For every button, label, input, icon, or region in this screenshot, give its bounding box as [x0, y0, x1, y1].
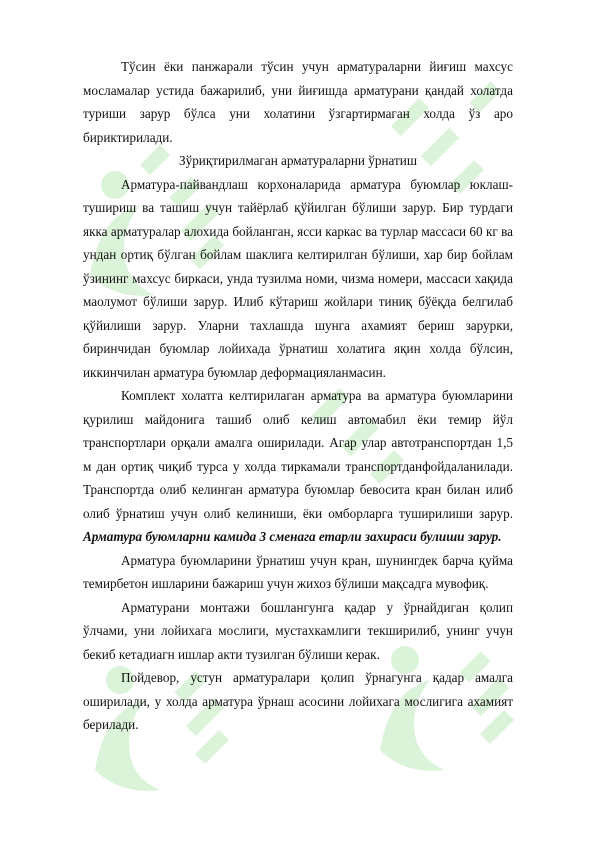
paragraph-delivery-text: Комплект холатга келтирилаган арматура ва арматура буюмларини қурилиш майдонига ташиб олиб келиш автомабил ёки темир йўл транспортлари орқали амалга оширилади. Агар улар автотранспортдан 1,5 м дан ортиқ чиқиб турса у холда тиркамали транспортданфойдаланилади. Транспортда олиб келинган арматура буюмлар бевосита кран билан илиб олиб ўрнатиш учун олиб келиниши, ёки омборларга туширилиши зарур. — [83, 388, 513, 521]
paragraph-delivery-emphasis: Арматура буюмларни камида 3 сменага етарли захираси булиши зарур. — [83, 529, 502, 544]
paragraph-foundation: Пойдевор, устун арматуралари қолип ўрнагунга қадар амалга оширилади, у холда арматура ўрнаш асосини лойихага мослигига ахамият берилади. — [83, 670, 513, 732]
paragraph-delivery — [83, 384, 513, 549]
document-body — [83, 55, 513, 737]
paragraph-transport-prep: Арматура-пайвандлаш корхоналарида арматура буюмлар юклаш-тушириш ва ташиш учун тайёрлаб қўйилган бўлиши зарур. Бир турдаги якка арматуралар алохида бойланган, ясси каркас ва турлар массаси 60 кг ва ундан ортиқ бўлган бойлам шаклига келтирилган бўлиши, хар бир бойлам ўзининг махсус биркаси, унда тузилма номи, чизма номери, массаси хақида маолумот бўлиши зарур. Илиб кўтариш жойлари тиниқ бўёқда белгилаб қўйилиши зарур. Уларни тахлашда шунга ахамият бериш зарурки, биринчидан буюмлар лойихада ўрнатиш холатига яқин холда бўлсин, иккинчилан арматура буюмлар деформацияланмасин. — [83, 176, 513, 380]
section-heading: Зўриқтирилмаган арматураларни ўрнатиш — [179, 153, 417, 168]
paragraph-intro: Тўсин ёки панжарали тўсин учун арматураларни йиғиш махсус мосламалар устида бажарилиб, уни йиғишда арматурани қандай холатда туриши зарур бўлса уни холатини ўзгартирмаган холда ўз аро бириктирилади. — [83, 59, 513, 145]
paragraph-formwork-check: Арматурани монтажи бошлангунга қадар у ўрнайдиган қолип ўлчами, уни лойихага мослиги, мустахкамлиги текширилиб, унинг учун бекиб кетадиагн ишлар акти тузилган бўлиши керак. — [83, 599, 513, 662]
paragraph-crane: Арматура буюмларини ўрнатиш учун кран, шунингдек барча қуйма темирбетон ишларини бажариш учун жихоз бўлиши мақсадга мувофиқ. — [83, 552, 513, 591]
